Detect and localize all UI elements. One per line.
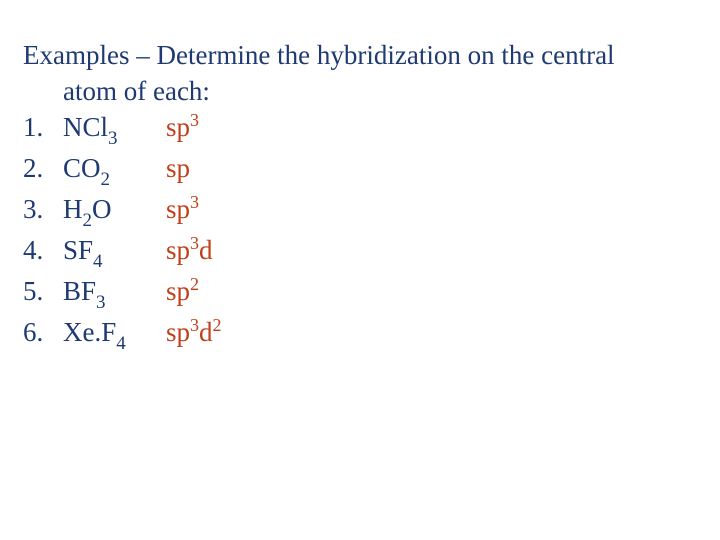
subscript-text: 2 bbox=[100, 169, 111, 190]
hybridization-answer bbox=[166, 194, 199, 227]
item-number: 5. bbox=[23, 276, 44, 306]
superscript-text: 2 bbox=[212, 315, 222, 335]
chemical-formula bbox=[63, 276, 106, 313]
list-item bbox=[23, 317, 703, 353]
segment-text: sp bbox=[166, 194, 191, 224]
segment-text: d bbox=[199, 235, 213, 265]
item-number: 3. bbox=[23, 194, 44, 224]
hybridization-answer bbox=[166, 235, 213, 268]
chemical-formula bbox=[63, 235, 103, 272]
superscript-text: 3 bbox=[190, 192, 200, 212]
superscript-text: 2 bbox=[190, 274, 200, 294]
list-item bbox=[23, 153, 703, 189]
hybridization-answer bbox=[166, 112, 199, 145]
segment-text: sp bbox=[166, 317, 191, 347]
list-item bbox=[23, 235, 703, 271]
hybridization-answer bbox=[166, 153, 190, 183]
slide-title-line-2: atom of each: bbox=[63, 76, 210, 106]
segment-text: O bbox=[92, 194, 112, 224]
segment-text: NCl bbox=[63, 112, 109, 142]
hybridization-answer bbox=[166, 317, 222, 350]
segment-text: Xe.F bbox=[63, 317, 117, 347]
chemical-formula bbox=[63, 194, 112, 231]
segment-text: d bbox=[199, 317, 213, 347]
item-number: 1. bbox=[23, 112, 44, 142]
segment-text: sp bbox=[166, 153, 191, 183]
subscript-text: 3 bbox=[96, 292, 106, 313]
segment-text: SF bbox=[63, 235, 94, 265]
segment-text: sp bbox=[166, 235, 191, 265]
item-number: 6. bbox=[23, 317, 44, 347]
hybridization-answer bbox=[166, 276, 199, 309]
subscript-text: 3 bbox=[108, 128, 118, 149]
chemical-formula bbox=[63, 317, 126, 354]
superscript-text: 3 bbox=[190, 110, 200, 130]
segment-text: CO bbox=[63, 153, 101, 183]
chemical-formula bbox=[63, 112, 118, 149]
subscript-text: 2 bbox=[82, 210, 92, 231]
superscript-text: 3 bbox=[190, 233, 200, 253]
segment-text: sp bbox=[166, 276, 191, 306]
item-number: 2. bbox=[23, 153, 44, 183]
segment-text: H bbox=[63, 194, 83, 224]
list-item bbox=[23, 194, 703, 230]
subscript-text: 4 bbox=[93, 251, 103, 272]
segment-text: BF bbox=[63, 276, 97, 306]
subscript-text: 4 bbox=[116, 333, 126, 354]
chemical-formula bbox=[63, 153, 111, 190]
list-item bbox=[23, 112, 703, 148]
segment-text: sp bbox=[166, 112, 191, 142]
list-item bbox=[23, 276, 703, 312]
slide-title-line-1: Examples – Determine the hybridization on the central bbox=[23, 40, 615, 70]
item-number: 4. bbox=[23, 235, 44, 265]
superscript-text: 3 bbox=[190, 315, 200, 335]
